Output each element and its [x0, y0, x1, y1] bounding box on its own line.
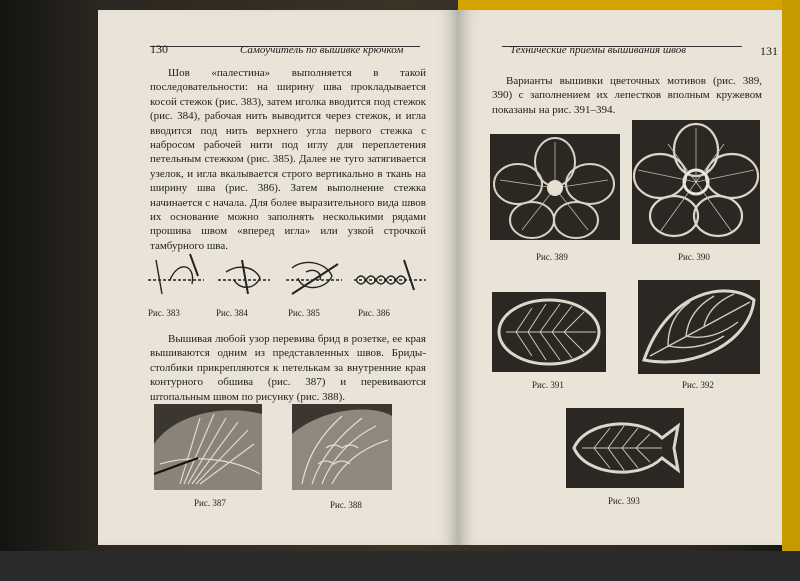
lace-photo-391 — [492, 292, 606, 372]
caption-fig-388: Рис. 388 — [330, 500, 362, 510]
stitch-diagram-383-icon — [148, 254, 204, 294]
caption-fig-384: Рис. 384 — [216, 308, 248, 318]
lace-photo-393 — [566, 408, 684, 488]
caption-fig-387: Рис. 387 — [194, 498, 226, 508]
lace-photo-392 — [638, 280, 760, 374]
lace-flower-389-icon — [490, 134, 620, 240]
caption-fig-393: Рис. 393 — [608, 496, 640, 506]
caption-fig-386: Рис. 386 — [358, 308, 390, 318]
lace-photo-389 — [490, 134, 620, 240]
caption-fig-391: Рис. 391 — [532, 380, 564, 390]
lace-photo-390 — [632, 120, 760, 244]
caption-fig-383: Рис. 383 — [148, 308, 180, 318]
caption-fig-392: Рис. 392 — [682, 380, 714, 390]
caption-fig-389: Рис. 389 — [536, 252, 568, 262]
right-page — [458, 10, 782, 545]
lace-photo-388 — [292, 404, 392, 490]
right-paragraph-1: Варианты вышивки цветочных мотивов (рис. 389, 390) с заполнением их лепестков вполным кружевом показаны на рис. 391–394. — [492, 75, 762, 116]
left-page-number: 130 — [150, 42, 168, 56]
stitch-diagrams-figure — [142, 250, 432, 304]
left-paragraph-1: Шов «палестина» выполняется в такой последовательности: на ширину шва прокладывается косой стежок (рис. 383), затем иголка вводится под стежок (рис. 384), рабочая нить выводится через стежок, и игла вводится под нить верхнего угла первого стежка с набросом рабочей нити под иглу для переплетения петельным стежком (рис. 385). Далее не туго затягивается узелок, и игла вкалывается строго вертикально в ткань на ширину шва (рис. 386). Затем выполнение стежка начинается с начала. Для более выразительного вида швов их основание можно заполнять несколькими рядами прошива швом «вперед игла» или узкой строчкой тамбурного шва. — [150, 67, 426, 252]
lace-sample-388-icon — [292, 404, 392, 490]
left-paragraph-2: Вышивая любой узор перевива брид в розетке, ее края вышиваются одним из представленных швов. Бриды-столбики прикрепляются к петелькам за внутренние края контурного обшива (рис. 387) и перевиваются штопальным швом по рисунку (рис. 388). — [150, 333, 426, 403]
lace-flower-390-icon — [632, 120, 760, 244]
lace-photo-387 — [154, 404, 262, 490]
lace-sample-387-icon — [154, 404, 262, 490]
lace-leaf-392-icon — [638, 280, 760, 374]
right-page-header — [502, 44, 778, 58]
left-running-title: Самоучитель по вышивке крючком — [240, 44, 404, 56]
yellow-cover-edge — [782, 0, 800, 581]
caption-fig-390: Рис. 390 — [678, 252, 710, 262]
left-page-header — [150, 42, 420, 56]
lace-leaf-391-icon — [492, 292, 606, 372]
scan-bottom-shadow — [0, 551, 800, 581]
right-running-title: Технические приемы вышивания швов — [510, 44, 687, 56]
left-page — [98, 10, 459, 545]
stitch-diagram-385-icon — [286, 262, 342, 294]
lace-fish-393-icon — [566, 408, 684, 488]
stitch-diagram-384-icon — [218, 260, 270, 294]
stitch-diagram-386-icon — [354, 260, 426, 290]
caption-fig-385: Рис. 385 — [288, 308, 320, 318]
right-page-number: 131 — [760, 44, 778, 58]
